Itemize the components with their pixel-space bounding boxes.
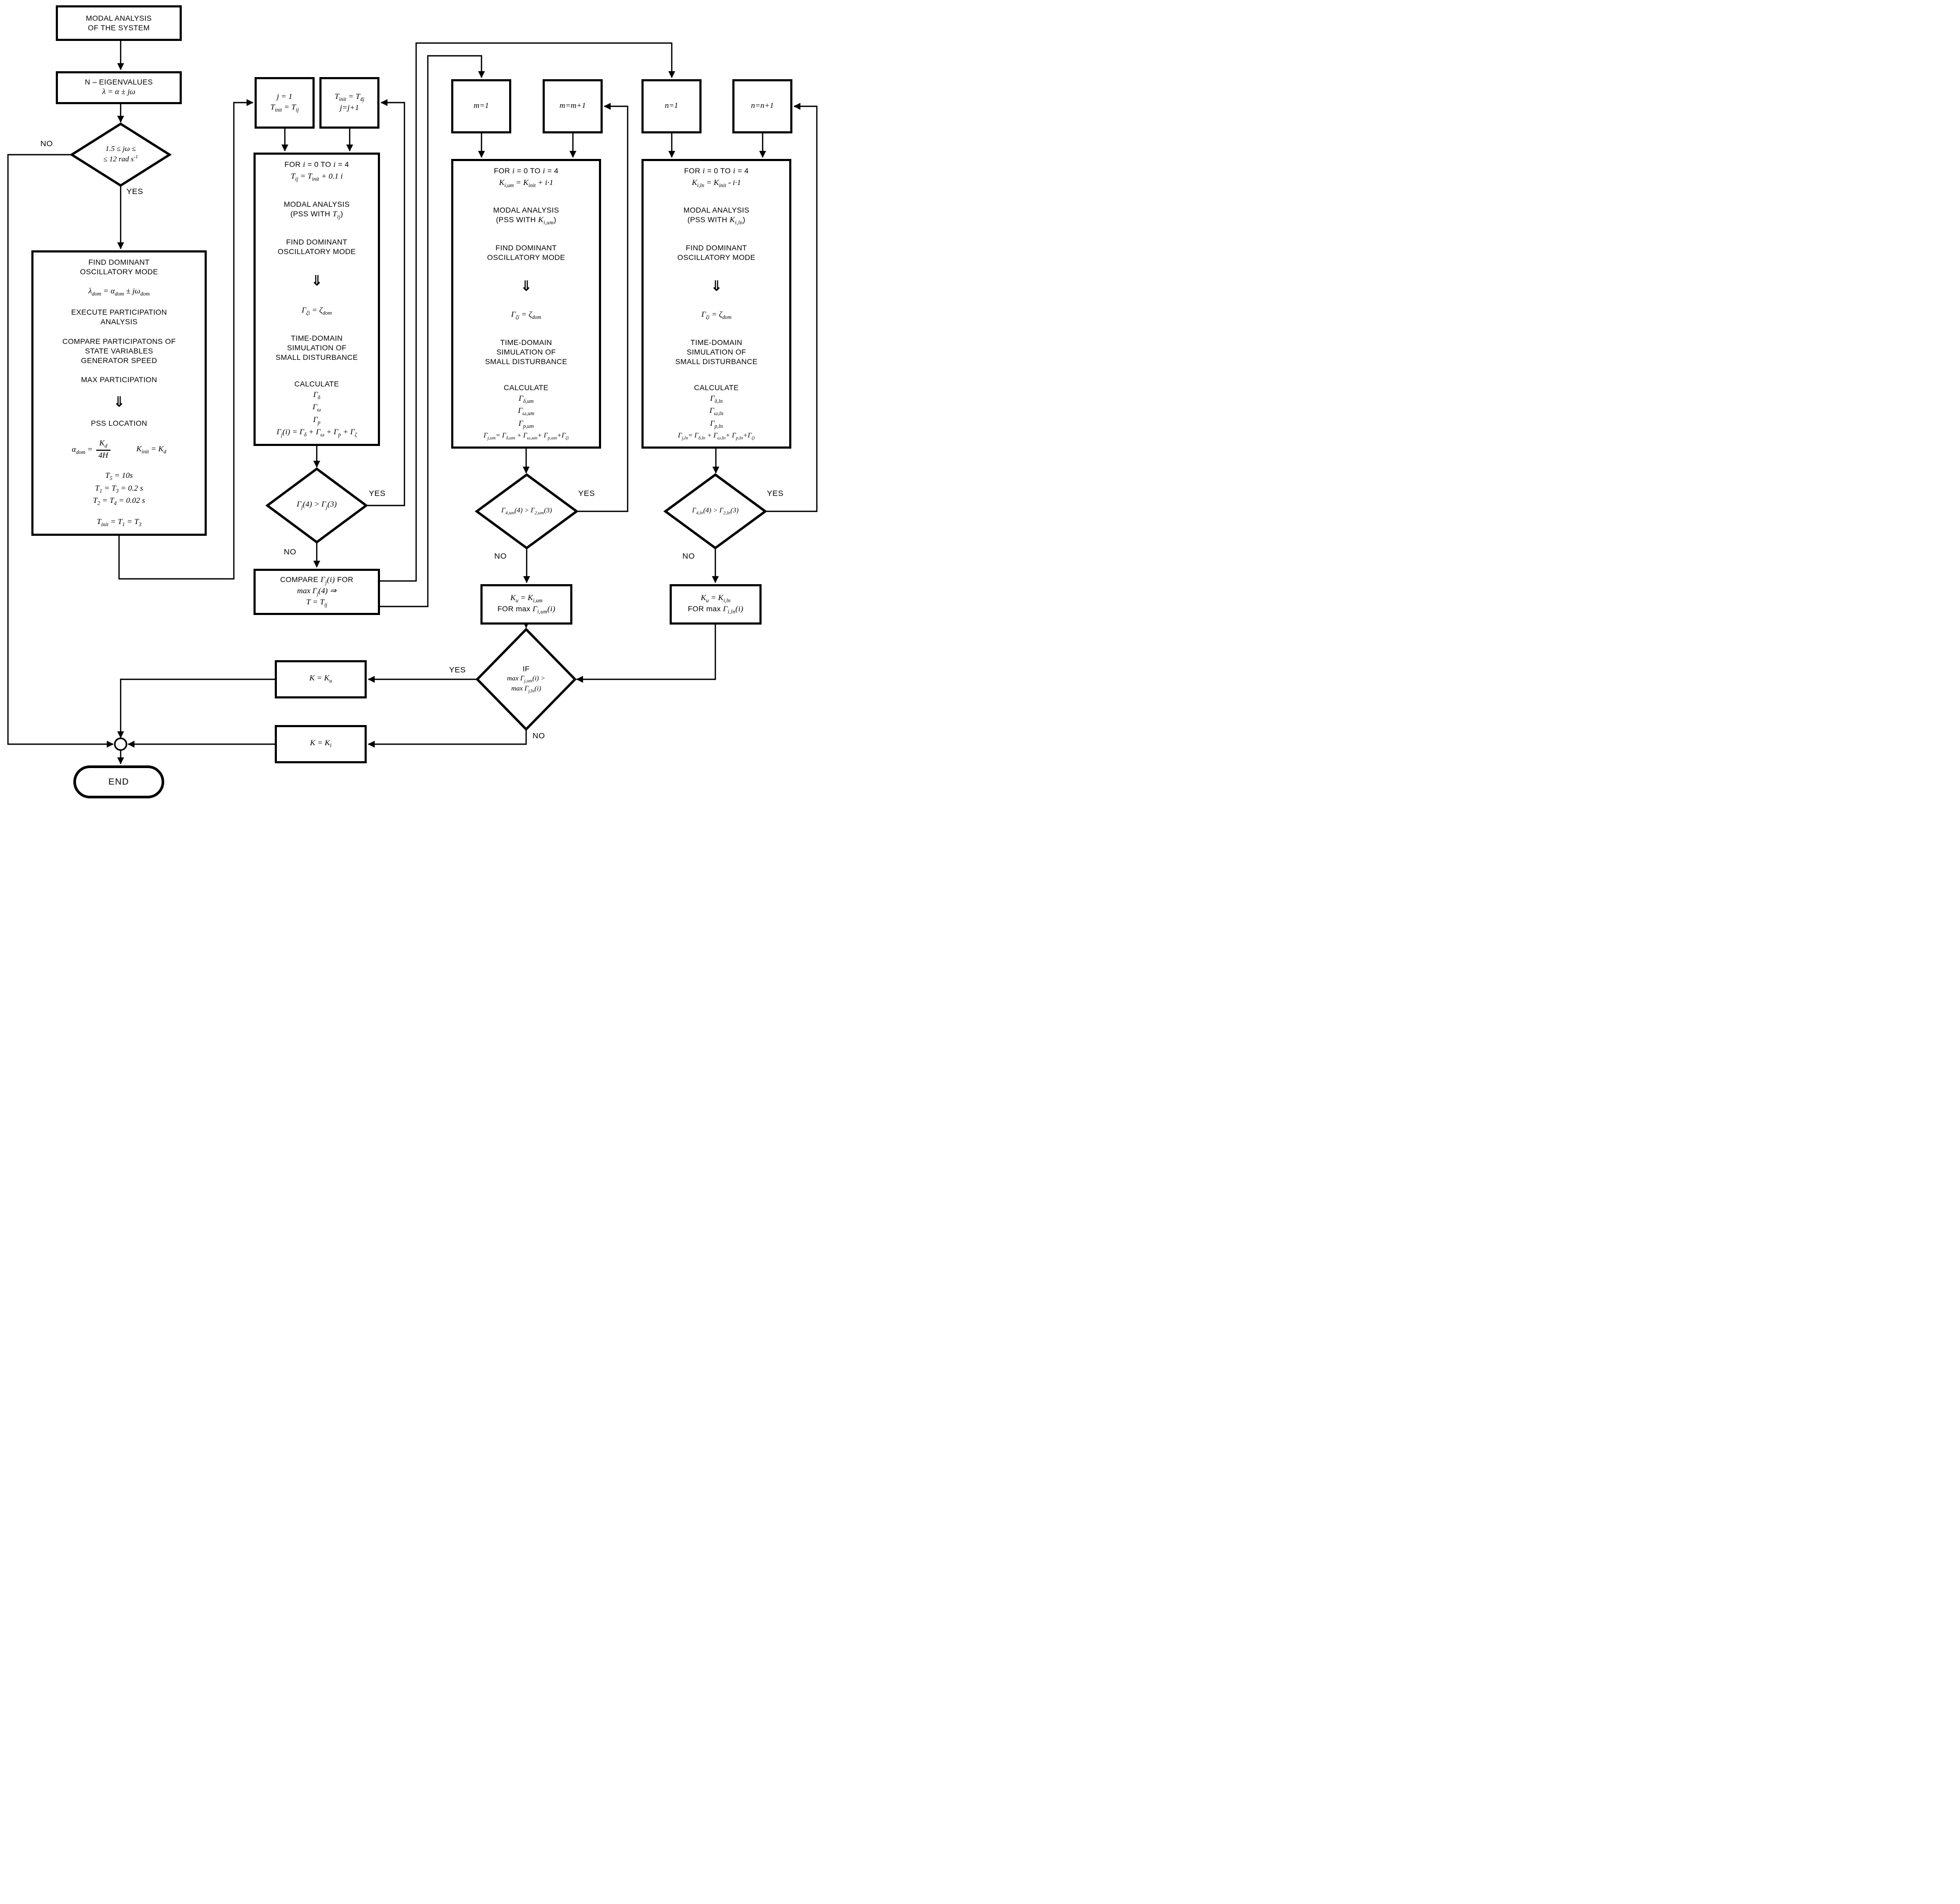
- eigenvalues-formula: λ = α ± jω: [102, 88, 136, 97]
- decision-gamma-ln: [665, 475, 765, 548]
- t5-value: $T_5 = 10s$: [105, 471, 133, 482]
- k-lower-loop-node: [641, 159, 791, 449]
- eigenvalues-node: [56, 71, 182, 104]
- junction-circle: [115, 738, 126, 750]
- d5-no-label: NO: [533, 731, 545, 740]
- k-upper-loop-node: [451, 159, 601, 449]
- d2-no-label: NO: [284, 547, 297, 557]
- ln-gamma-delta: $\Gamma_{\delta,ln}$: [710, 394, 723, 405]
- j-init-line1: j = 1: [276, 92, 293, 102]
- ln-gamma-sum-formula: $\Gamma_{j,ln}= \Gamma_{\delta,ln} + \Gamma_{\omega,ln}+ \Gamma_{p,ln}+\Gamma_{\zeta i}$: [678, 431, 755, 441]
- t-gamma-sum-formula: $\Gamma_j(i) = \Gamma_\delta + \Gamma_\omega + \Gamma_p + \Gamma_\zeta$: [276, 427, 357, 438]
- t-calculate-label: CALCULATE: [294, 380, 340, 389]
- t1-t3-value: $T_1 = T_3 = 0.2$ s: [95, 484, 143, 494]
- compare-t-line1: COMPARE $\Gamma_j(i)$ FOR: [280, 575, 353, 586]
- um-for-formula: $K_{i,um} = K_{init} + i\cdot 1$: [499, 178, 554, 189]
- flow-ku-junction: [121, 679, 275, 738]
- implies-arrow-icon: ⇓: [710, 277, 723, 294]
- m-increment-label: m=m+1: [559, 102, 586, 111]
- um-modal-analysis-label: MODAL ANALYSIS (PSS WITH $K_{i,um}$): [493, 206, 560, 226]
- if-label: IF: [522, 664, 530, 673]
- implies-arrow-icon: ⇓: [113, 393, 125, 410]
- n-init-label: n=1: [664, 102, 679, 111]
- m-increment-node: [543, 79, 603, 133]
- pss-location-node: [31, 250, 207, 536]
- frequency-range-formula: 1.5 ≤ jω ≤ ≤ 12 rad $s^{-1}$: [103, 145, 138, 164]
- k-equals-kl-node: [275, 725, 367, 763]
- decision-gamma-um: [477, 475, 577, 548]
- ln-gamma-p: $\Gamma_{p,ln}$: [709, 419, 723, 429]
- alpha-dom-formula: $\alpha_{dom}$ = $\frac{K_d}{4H}$: [72, 439, 112, 461]
- decision-max-compare: [477, 629, 575, 729]
- ku-select-line1: $K_u = K_{i,um}$: [510, 593, 543, 604]
- gamma-um-compare-formula: $\Gamma_{4,um}(4) > \Gamma_{2,um}(3)$: [501, 506, 552, 516]
- compare-t-node: [254, 569, 380, 615]
- decision-gamma-j: [267, 469, 366, 542]
- flow-c4b-d5: [577, 625, 715, 679]
- j-init-line2: $T_{init} = T_{ij}$: [270, 103, 299, 113]
- flow-d5-no-kl: [368, 729, 526, 744]
- kl-select-line1: $K_u = K_{i,ln}$: [700, 593, 731, 604]
- d4-no-label: NO: [682, 552, 695, 561]
- um-gamma-p: $\Gamma_{p,um}$: [518, 419, 534, 429]
- start-label: MODAL ANALYSIS OF THE SYSTEM: [86, 13, 152, 32]
- t-time-domain-label: TIME-DOMAIN SIMULATION OF SMALL DISTURBANCE: [275, 334, 358, 361]
- um-gamma-omega: $\Gamma_{\omega,um}$: [518, 407, 535, 417]
- kl-select-line2: FOR $\max \Gamma_{i,ln}(i)$: [688, 604, 744, 615]
- gamma-ln-compare-formula: $\Gamma_{4,ln}(4) > \Gamma_{2,ln}(3)$: [692, 506, 739, 516]
- t-init-formula: $T_{init} = T_1 = T_3$: [96, 517, 142, 528]
- d3-no-label: NO: [494, 552, 507, 561]
- t-gamma-omega: $\Gamma_\omega$: [312, 403, 321, 414]
- end-node: [73, 765, 164, 798]
- k-equals-kl-label: $K = K_l$: [310, 739, 332, 749]
- max-participation-label: MAX PARTICIPATION: [81, 375, 157, 384]
- um-time-domain-label: TIME-DOMAIN SIMULATION OF SMALL DISTURBANCE: [485, 338, 568, 366]
- t-for-header: FOR i = 0 TO i = 4: [284, 160, 349, 169]
- d5-yes-label: YES: [449, 665, 466, 675]
- d4-yes-label: YES: [767, 489, 784, 498]
- ln-gamma-zeta-formula: $\Gamma_{\zeta i} = \zeta_{dom}$: [701, 310, 732, 321]
- ku-select-line2: FOR $\max \Gamma_{i,um}(i)$: [497, 604, 556, 615]
- end-label: END: [108, 777, 129, 787]
- m-init-label: m=1: [474, 102, 489, 111]
- d1-no-label: NO: [40, 139, 53, 148]
- ln-for-header: FOR i = 0 TO i = 4: [684, 166, 749, 175]
- t-gamma-zeta-formula: $\Gamma_{\zeta i} = \zeta_{dom}$: [301, 306, 332, 316]
- implies-arrow-icon: ⇓: [310, 273, 323, 290]
- max-ln-formula: $\max \Gamma_{j,ln}(i)$: [511, 684, 542, 694]
- compare-t-line2: $\max \Gamma_j(4)$ ⇒: [297, 586, 336, 597]
- k-equals-ku-node: [275, 660, 367, 698]
- n-init-node: [641, 79, 702, 133]
- compare-t-line3: $T = T_{ij}$: [306, 598, 327, 609]
- compare-participations-label: COMPARE PARTICIPATONS OF STATE VARIABLES GENERATOR SPEED: [62, 336, 176, 365]
- start-node: [56, 5, 182, 41]
- j-init-node: [255, 77, 315, 129]
- decision-frequency-range: [72, 124, 170, 186]
- kl-select-node: [670, 584, 762, 625]
- t-gamma-delta: $\Gamma_\delta$: [313, 391, 320, 401]
- participation-analysis-label: EXECUTE PARTICIPATION ANALYSIS: [71, 308, 167, 326]
- lambda-dom-formula: $\lambda_{dom} = \alpha_{dom} \pm j\omega_{dom}$: [88, 287, 150, 298]
- k-init-formula: $K_{init} = K_d$: [136, 444, 166, 455]
- j-increment-line2: j=j+1: [340, 104, 359, 113]
- um-gamma-delta: $\Gamma_{\delta,um}$: [518, 394, 534, 405]
- ln-find-dominant-label: FIND DOMINANT OSCILLATORY MODE: [677, 243, 756, 262]
- ln-modal-analysis-label: MODAL ANALYSIS (PSS WITH $K_{i,ln}$): [683, 206, 750, 226]
- t2-t4-value: $T_2 = T_4 = 0.02$ s: [93, 496, 145, 507]
- t-modal-analysis-label: MODAL ANALYSIS (PSS WITH $T_{ij}$): [283, 199, 350, 220]
- t-for-formula: $T_{ij} = T_{init} + 0.1$ i: [291, 172, 343, 182]
- d2-yes-label: YES: [369, 489, 386, 498]
- ln-time-domain-label: TIME-DOMAIN SIMULATION OF SMALL DISTURBANCE: [675, 338, 758, 366]
- m-init-node: [451, 79, 511, 133]
- j-increment-node: [319, 77, 379, 129]
- t-gamma-p: $\Gamma_p$: [313, 415, 320, 426]
- um-for-header: FOR i = 0 TO i = 4: [494, 166, 559, 175]
- n-increment-node: [732, 79, 792, 133]
- ln-gamma-omega: $\Gamma_{\omega,ln}$: [709, 407, 724, 417]
- max-um-formula: $\max \Gamma_{j,um}(i)$ >: [506, 673, 546, 684]
- um-gamma-sum-formula: $\Gamma_{j,um}= \Gamma_{\delta,um} + \Gamma_{\omega,um}+ \Gamma_{p,um}+\Gamma_{\zeta i}$: [483, 431, 569, 441]
- eigenvalues-title: N – EIGENVALUES: [85, 78, 153, 87]
- um-find-dominant-label: FIND DOMINANT OSCILLATORY MODE: [487, 243, 565, 262]
- t-loop-process-node: [254, 153, 380, 446]
- t-find-dominant-label: FIND DOMINANT OSCILLATORY MODE: [277, 238, 356, 256]
- d1-yes-label: YES: [126, 187, 143, 196]
- ku-select-node: [480, 584, 572, 625]
- k-equals-ku-label: $K = K_u$: [309, 674, 332, 685]
- ln-for-formula: $K_{i,ln} = K_{init} - i\cdot 1$: [691, 178, 741, 189]
- pss-location-label: PSS LOCATION: [90, 419, 148, 428]
- n-increment-label: n=n+1: [751, 102, 774, 111]
- ln-calculate-label: CALCULATE: [694, 383, 739, 392]
- implies-arrow-icon: ⇓: [520, 277, 533, 294]
- flowchart-canvas: [0, 0, 829, 804]
- d3-yes-label: YES: [578, 489, 595, 498]
- um-calculate-label: CALCULATE: [503, 383, 549, 392]
- j-increment-line1: $T_{init} = T_{4j}$: [334, 92, 365, 103]
- um-gamma-zeta-formula: $\Gamma_{\zeta i} = \zeta_{dom}$: [511, 310, 542, 321]
- gamma-j-compare-formula: $\Gamma_j(4) > \Gamma_j(3)$: [297, 500, 337, 511]
- find-dominant-label: FIND DOMINANT OSCILLATORY MODE: [80, 258, 158, 276]
